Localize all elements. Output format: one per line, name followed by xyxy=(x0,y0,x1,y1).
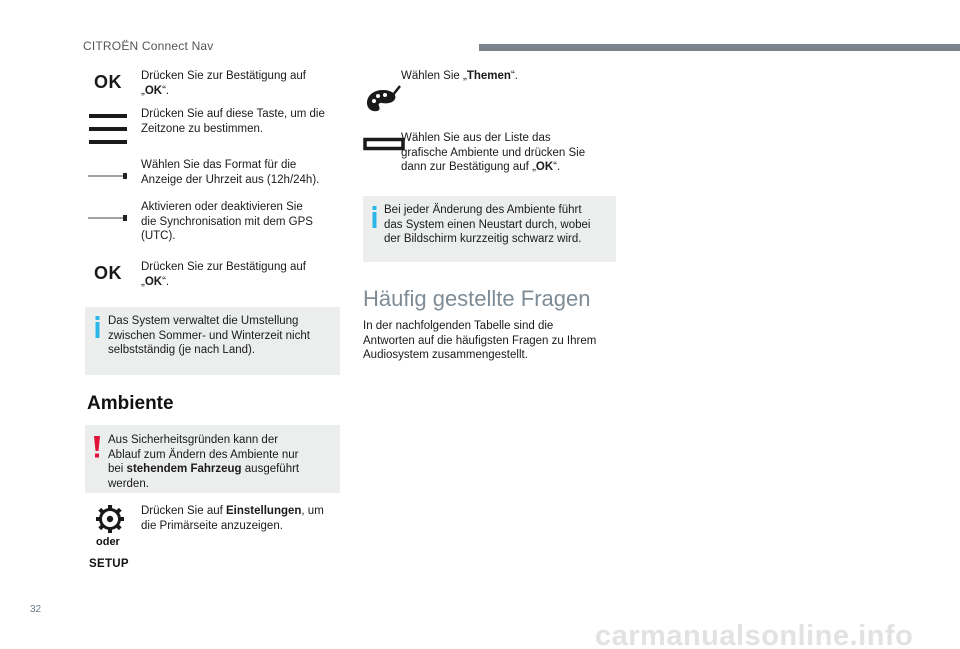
info-icon xyxy=(94,316,101,338)
step-timezone-text: Drücken Sie auf diese Taste, um die Zeitzone zu bestimmen. xyxy=(141,108,325,135)
step-gps-sync-text: Aktivieren oder deaktivieren Sie die Synchronisation mit dem GPS (UTC). xyxy=(141,201,313,242)
step-confirm-text: Drücken Sie zur Bestätigung auf „OK“. xyxy=(141,261,306,288)
document-header-title: CITROËN Connect Nav xyxy=(83,39,214,53)
info-note xyxy=(363,196,616,262)
ok-icon: OK xyxy=(94,72,122,92)
step-confirm-text: Drücken Sie zur Bestätigung auf „OK“. xyxy=(141,70,306,97)
footer-watermark xyxy=(0,620,960,649)
page-number: 32 xyxy=(30,604,42,615)
step-timeformat-text: Wählen Sie das Format für die Anzeige der Uhrzeit aus (12h/24h). xyxy=(141,159,320,186)
warning-icon xyxy=(93,436,101,458)
section-heading-faq: Häufig gestellte Fragen xyxy=(363,286,591,311)
toggle-icon xyxy=(88,210,128,220)
settings-gear-icon xyxy=(96,505,124,533)
warning-note-text: Aus Sicherheitsgründen kann der Ablauf zum Ändern des Ambiente nur bei stehendem Fahrzeug ausgeführt werden. xyxy=(108,434,300,490)
step-settings-text: Drücken Sie auf Einstellungen, um die Primärseite anzuzeigen. xyxy=(141,505,324,532)
faq-intro-text: In der nachfolgenden Tabelle sind die Antworten auf die häufigsten Fragen zu Ihrem Audiosystem zusammengestellt. xyxy=(363,320,597,361)
palette-icon xyxy=(365,84,401,114)
step-select-ambiente-text: Wählen Sie aus der Liste das grafische Ambiente und drücken Sie dann zur Bestätigung auf „OK“. xyxy=(401,132,586,173)
info-icon xyxy=(371,206,378,228)
step-select-themes-text: Wählen Sie „Themen“. xyxy=(401,70,518,82)
footer-watermark-text: carmanualsonline.info xyxy=(595,620,914,649)
section-heading-ambiente: Ambiente xyxy=(87,393,174,414)
info-note xyxy=(85,307,340,375)
setup-button-label: SETUP xyxy=(89,558,129,570)
warning-note xyxy=(85,425,340,493)
menu-icon xyxy=(89,112,127,146)
header-bar xyxy=(479,44,960,51)
info-note-text: Das System verwaltet die Umstellung zwischen Sommer- und Winterzeit nicht selbstständig (je nach Land). xyxy=(108,315,310,356)
ok-icon: OK xyxy=(94,263,122,283)
list-entry-icon xyxy=(363,137,405,151)
info-note-text: Bei jeder Änderung des Ambiente führt das System einen Neustart durch, wobei der Bildschirm kurzzeitig schwarz wird. xyxy=(384,204,591,245)
toggle-icon xyxy=(88,168,128,178)
caption-or: oder xyxy=(96,536,120,548)
